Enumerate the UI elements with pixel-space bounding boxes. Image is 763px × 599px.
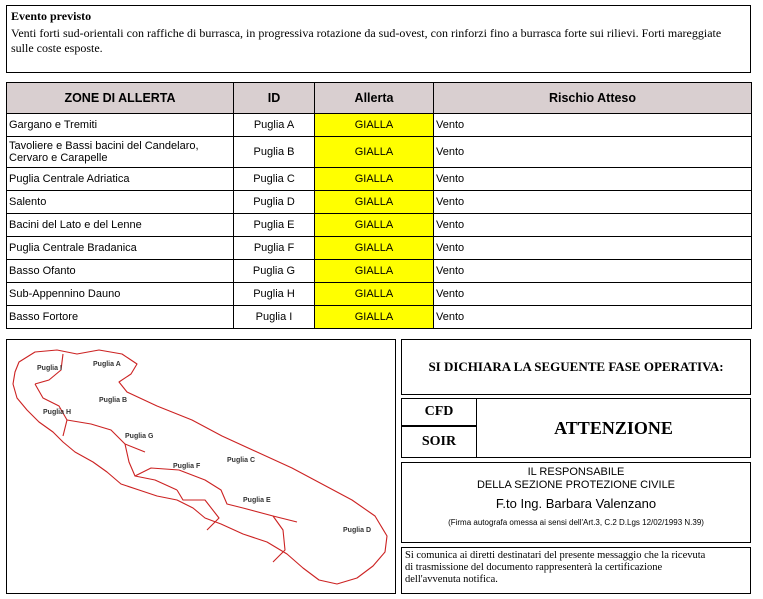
id-cell: Puglia H [234,283,315,306]
id-cell: Puglia I [234,306,315,329]
table-row [7,191,752,214]
id-cell: Puglia G [234,260,315,283]
header-rischio: Rischio Atteso [434,83,752,114]
map-label-puglia-h: Puglia H [43,409,72,416]
border-f-e [177,490,219,530]
puglia-map-svg [7,340,395,593]
rischio-cell: Vento [434,260,752,283]
responsabile-name: F.to Ing. Barbara Valenzano [495,496,657,511]
border-e-d [273,516,285,562]
fase-declaration: SI DICHIARA LA SEGUENTE FASE OPERATIVA: [428,359,724,374]
responsabile-line2: DELLA SEZIONE PROTEZIONE CIVILE [476,479,676,491]
puglia-zones-map [6,339,396,594]
notice-line2: di trasmissione del documento rappresenterà la certificazione [405,562,663,573]
map-label-puglia-i: Puglia I [37,365,62,372]
table-header-row [7,83,752,114]
notice-box [401,547,751,594]
id-cell: Puglia D [234,191,315,214]
zone-cell: Basso Ofanto [7,260,234,283]
id-cell: Puglia F [234,237,315,260]
table-row [7,168,752,191]
soir-box [401,426,477,458]
map-label-puglia-c: Puglia C [227,457,256,464]
zone-cell: Puglia Centrale Bradanica [7,237,234,260]
rischio-cell: Vento [434,283,752,306]
table-row [7,214,752,237]
zone-cell: Basso Fortore [7,306,234,329]
table-row [7,237,752,260]
zone-cell: Salento [7,191,234,214]
rischio-cell: Vento [434,306,752,329]
alert-zones-table [6,82,752,329]
table-row [7,306,752,329]
firma-note: (Firma autografa omessa ai sensi dell'Art.3, C.2 D.Lgs 12/02/1993 N.39) [448,518,704,527]
fase-level: ATTENZIONE [554,417,673,438]
table-row [7,137,752,168]
cfd-label: CFD [424,404,454,419]
allerta-cell: GIALLA [315,260,434,283]
allerta-cell: GIALLA [315,306,434,329]
header-allerta: Allerta [315,83,434,114]
id-cell: Puglia C [234,168,315,191]
rischio-cell: Vento [434,114,752,137]
map-label-puglia-g: Puglia G [125,433,154,440]
map-label-puglia-d: Puglia D [343,527,372,534]
responsabile-box [401,462,751,543]
allerta-cell: GIALLA [315,191,434,214]
allerta-cell: GIALLA [315,168,434,191]
map-label-puglia-e: Puglia E [243,497,271,504]
zone-cell: Tavoliere e Bassi bacini del Candelaro, Cervaro e Carapelle [7,137,234,168]
allerta-cell: GIALLA [315,214,434,237]
zone-cell: Gargano e Tremiti [7,114,234,137]
evento-text: Venti forti sud-orientali con raffiche di burrasca, in progressiva rotazione da sud-ovest, con rinforzi fino a burrasca forte sui rilievi. Forti mareggiate sulle coste esposte. [11,26,722,55]
notice-line1: Si comunica ai diretti destinatari del presente messaggio che la ricevuta [405,550,706,561]
header-id: ID [234,83,315,114]
id-cell: Puglia B [234,137,315,168]
zone-cell: Bacini del Lato e del Lenne [7,214,234,237]
responsabile-line1: IL RESPONSABILE [527,466,625,478]
soir-label: SOIR [421,434,457,449]
id-cell: Puglia A [234,114,315,137]
table-row [7,283,752,306]
rischio-cell: Vento [434,191,752,214]
id-cell: Puglia E [234,214,315,237]
rischio-cell: Vento [434,237,752,260]
rischio-cell: Vento [434,214,752,237]
cfd-box [401,398,477,426]
table-row [7,260,752,283]
allerta-cell: GIALLA [315,114,434,137]
map-label-puglia-a: Puglia A [93,361,121,368]
zone-cell: Sub-Appennino Dauno [7,283,234,306]
fase-operativa-box [401,339,751,395]
map-label-puglia-b: Puglia B [99,397,128,404]
allerta-cell: GIALLA [315,137,434,168]
fase-level-box [477,398,751,458]
notice-line3: dell'avvenuta notifica. [405,574,498,585]
allerta-cell: GIALLA [315,283,434,306]
evento-previsto-box [6,5,751,73]
rischio-cell: Vento [434,168,752,191]
rischio-cell: Vento [434,137,752,168]
zone-cell: Puglia Centrale Adriatica [7,168,234,191]
border-g-c [125,444,177,490]
header-zone: ZONE DI ALLERTA [7,83,234,114]
map-label-puglia-f: Puglia F [173,463,201,470]
table-row [7,114,752,137]
evento-title: Evento previsto [11,9,92,23]
allerta-cell: GIALLA [315,237,434,260]
